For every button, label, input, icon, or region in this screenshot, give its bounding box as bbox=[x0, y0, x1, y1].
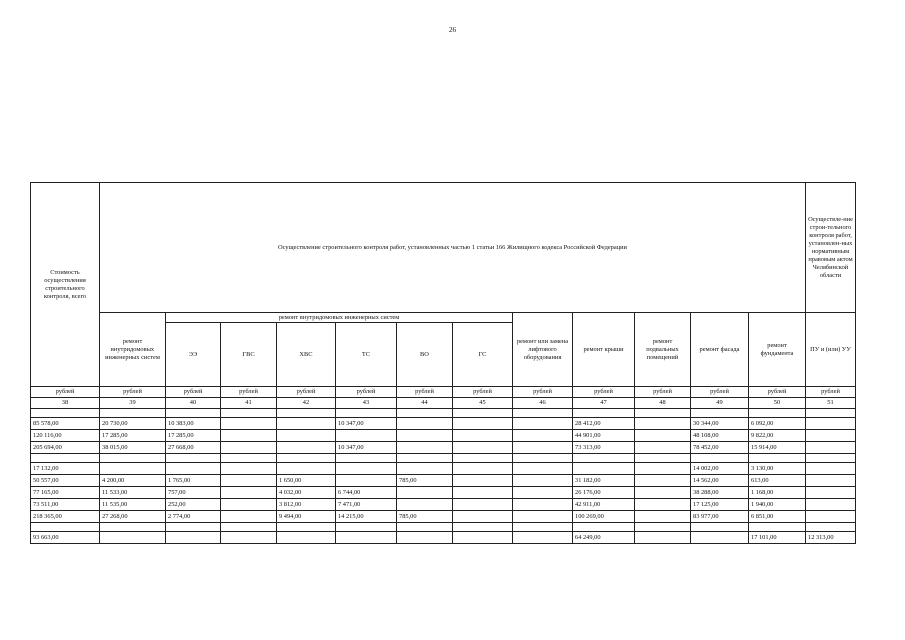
table-body bbox=[31, 409, 856, 544]
table-cell bbox=[166, 463, 221, 475]
table-cell bbox=[397, 523, 453, 532]
column-number-cell: 49 bbox=[691, 398, 749, 409]
table-cell bbox=[336, 430, 397, 442]
table-cell: 11 535,00 bbox=[100, 499, 166, 511]
column-number-cell: 41 bbox=[221, 398, 277, 409]
table-cell bbox=[691, 532, 749, 544]
table-cell: 42 911,00 bbox=[573, 499, 635, 511]
table-cell: 93 663,00 bbox=[31, 532, 100, 544]
table-cell: 9 494,00 bbox=[277, 511, 336, 523]
table-cell: 785,00 bbox=[397, 511, 453, 523]
column-number-cell: 40 bbox=[166, 398, 221, 409]
table-cell bbox=[397, 442, 453, 454]
table-cell bbox=[635, 442, 691, 454]
table-cell: 785,00 bbox=[397, 475, 453, 487]
table-cell: 78 452,00 bbox=[691, 442, 749, 454]
table-cell: 27 668,00 bbox=[166, 442, 221, 454]
table-cell bbox=[221, 463, 277, 475]
unit-cell: рублей bbox=[397, 387, 453, 398]
table-cell: 100 269,00 bbox=[573, 511, 635, 523]
table-cell bbox=[513, 523, 573, 532]
table-cell bbox=[513, 532, 573, 544]
table-cell: 14 215,00 bbox=[336, 511, 397, 523]
header-extra: Осуществле-ние строи-тельного контроля работ, установлен-ных нормативным правовым актом Челябинской области bbox=[806, 183, 856, 313]
unit-cell: рублей bbox=[691, 387, 749, 398]
column-number-cell: 38 bbox=[31, 398, 100, 409]
table-cell: 17 285,00 bbox=[100, 430, 166, 442]
header-gs: ГС bbox=[453, 323, 513, 387]
table-cell: 3 812,00 bbox=[277, 499, 336, 511]
table-cell bbox=[336, 532, 397, 544]
table-cell bbox=[806, 463, 856, 475]
header-engineering: ремонт внутридомовых инженерных систем bbox=[166, 313, 513, 323]
table-cell bbox=[635, 487, 691, 499]
table-cell bbox=[453, 418, 513, 430]
table-cell: 1 650,00 bbox=[277, 475, 336, 487]
table-row bbox=[31, 463, 856, 475]
table-cell bbox=[513, 487, 573, 499]
table-cell: 20 730,00 bbox=[100, 418, 166, 430]
table-cell bbox=[513, 454, 573, 463]
table-cell: 6 092,00 bbox=[749, 418, 806, 430]
column-number-cell: 50 bbox=[749, 398, 806, 409]
table-cell: 38 015,00 bbox=[100, 442, 166, 454]
table-cell bbox=[166, 454, 221, 463]
header-control: Осуществление строительного контроля работ, установленных частью 1 статьи 166 Жилищного кодекса Российской Федерации bbox=[100, 183, 806, 313]
table-cell bbox=[397, 418, 453, 430]
column-number-cell: 43 bbox=[336, 398, 397, 409]
table-cell: 12 313,00 bbox=[806, 532, 856, 544]
header-facade: ремонт фасада bbox=[691, 313, 749, 387]
table-cell bbox=[806, 487, 856, 499]
table-cell bbox=[336, 454, 397, 463]
table-cell: 10 383,00 bbox=[166, 418, 221, 430]
table-cell bbox=[806, 430, 856, 442]
table-row bbox=[31, 409, 856, 418]
table-cell bbox=[453, 442, 513, 454]
table-cell bbox=[453, 454, 513, 463]
table-cell bbox=[336, 523, 397, 532]
table-cell bbox=[397, 487, 453, 499]
table-cell: 252,00 bbox=[166, 499, 221, 511]
table-row bbox=[31, 418, 856, 430]
table-cell: 218 365,00 bbox=[31, 511, 100, 523]
table-cell bbox=[100, 463, 166, 475]
table-cell bbox=[513, 442, 573, 454]
unit-cell: рублей bbox=[221, 387, 277, 398]
table-cell bbox=[397, 463, 453, 475]
table-cell: 613,00 bbox=[749, 475, 806, 487]
table-cell bbox=[31, 409, 100, 418]
table-cell bbox=[336, 475, 397, 487]
table-cell bbox=[453, 430, 513, 442]
table-cell bbox=[397, 532, 453, 544]
table-cell bbox=[635, 430, 691, 442]
table-cell bbox=[277, 523, 336, 532]
units-row bbox=[31, 387, 856, 398]
table-cell: 30 344,00 bbox=[691, 418, 749, 430]
table-cell: 10 347,00 bbox=[336, 418, 397, 430]
table-cell bbox=[166, 532, 221, 544]
table-cell bbox=[397, 409, 453, 418]
table-cell bbox=[806, 511, 856, 523]
table-cell bbox=[277, 454, 336, 463]
table-cell bbox=[453, 409, 513, 418]
table-cell: 6 851,00 bbox=[749, 511, 806, 523]
table-cell bbox=[573, 523, 635, 532]
column-number-cell: 39 bbox=[100, 398, 166, 409]
table-cell: 28 412,00 bbox=[573, 418, 635, 430]
table-cell bbox=[453, 532, 513, 544]
table-cell bbox=[31, 454, 100, 463]
table-cell bbox=[806, 418, 856, 430]
table-cell bbox=[691, 409, 749, 418]
table-cell bbox=[277, 430, 336, 442]
table-cell bbox=[806, 409, 856, 418]
header-engineering-total: ремонт внутридомовых инженерных систем bbox=[100, 313, 166, 387]
table-cell: 44 901,00 bbox=[573, 430, 635, 442]
table-cell: 17 101,00 bbox=[749, 532, 806, 544]
table-cell bbox=[31, 523, 100, 532]
unit-cell: рублей bbox=[166, 387, 221, 398]
unit-cell: рублей bbox=[31, 387, 100, 398]
table-cell bbox=[100, 454, 166, 463]
table-cell bbox=[336, 409, 397, 418]
table-cell: 7 471,00 bbox=[336, 499, 397, 511]
header-ts: ТС bbox=[336, 323, 397, 387]
table-cell bbox=[277, 463, 336, 475]
table-cell bbox=[397, 430, 453, 442]
table-cell: 48 108,00 bbox=[691, 430, 749, 442]
table-cell bbox=[221, 454, 277, 463]
table-cell: 6 744,00 bbox=[336, 487, 397, 499]
column-number-cell: 47 bbox=[573, 398, 635, 409]
table-cell: 757,00 bbox=[166, 487, 221, 499]
table-cell: 10 347,00 bbox=[336, 442, 397, 454]
unit-cell: рублей bbox=[513, 387, 573, 398]
table-cell bbox=[100, 523, 166, 532]
table-cell: 17 285,00 bbox=[166, 430, 221, 442]
table-cell bbox=[806, 523, 856, 532]
table-cell: 120 116,00 bbox=[31, 430, 100, 442]
table-cell bbox=[635, 454, 691, 463]
table-cell bbox=[806, 475, 856, 487]
table-cell bbox=[573, 454, 635, 463]
table-cell bbox=[277, 409, 336, 418]
table-cell: 26 176,00 bbox=[573, 487, 635, 499]
table-cell bbox=[277, 442, 336, 454]
table-cell bbox=[166, 409, 221, 418]
table-cell: 31 182,00 bbox=[573, 475, 635, 487]
header-total: Стоимость осуществления строительного контроля, всего bbox=[31, 183, 100, 387]
table-cell: 27 268,00 bbox=[100, 511, 166, 523]
table-cell: 4 200,00 bbox=[100, 475, 166, 487]
table-cell bbox=[336, 463, 397, 475]
table-cell bbox=[513, 463, 573, 475]
table-cell: 14 002,00 bbox=[691, 463, 749, 475]
table-cell bbox=[221, 487, 277, 499]
header-basement: ремонт подвальных помещений bbox=[635, 313, 691, 387]
table-cell bbox=[277, 418, 336, 430]
table-cell: 73 511,00 bbox=[31, 499, 100, 511]
table-cell bbox=[691, 454, 749, 463]
table-cell bbox=[635, 511, 691, 523]
table-cell: 50 557,00 bbox=[31, 475, 100, 487]
table-cell: 3 130,00 bbox=[749, 463, 806, 475]
table-cell: 83 977,00 bbox=[691, 511, 749, 523]
table-cell bbox=[453, 487, 513, 499]
table-cell bbox=[749, 409, 806, 418]
column-number-cell: 46 bbox=[513, 398, 573, 409]
table-cell bbox=[453, 475, 513, 487]
header-elevator: ремонт или замена лифтового оборудования bbox=[513, 313, 573, 387]
table-cell bbox=[691, 523, 749, 532]
column-number-cell: 45 bbox=[453, 398, 513, 409]
column-number-cell: 51 bbox=[806, 398, 856, 409]
unit-cell: рублей bbox=[277, 387, 336, 398]
column-number-cell: 44 bbox=[397, 398, 453, 409]
header-pu: ПУ и (или) УУ bbox=[806, 313, 856, 387]
unit-cell: рублей bbox=[100, 387, 166, 398]
header-hvs: ХВС bbox=[277, 323, 336, 387]
table-cell bbox=[635, 523, 691, 532]
table-cell bbox=[453, 511, 513, 523]
header-vo: ВО bbox=[397, 323, 453, 387]
table-cell bbox=[806, 442, 856, 454]
table-row bbox=[31, 430, 856, 442]
table-row bbox=[31, 511, 856, 523]
column-number-row bbox=[31, 398, 856, 409]
table-cell: 9 822,00 bbox=[749, 430, 806, 442]
table-cell bbox=[635, 475, 691, 487]
unit-cell: рублей bbox=[336, 387, 397, 398]
table-cell bbox=[635, 409, 691, 418]
table-cell: 73 313,00 bbox=[573, 442, 635, 454]
table-cell bbox=[513, 499, 573, 511]
table-cell bbox=[453, 463, 513, 475]
table-cell: 17 125,00 bbox=[691, 499, 749, 511]
table-cell: 38 288,00 bbox=[691, 487, 749, 499]
unit-cell: рублей bbox=[749, 387, 806, 398]
table-cell bbox=[513, 511, 573, 523]
table-cell bbox=[221, 418, 277, 430]
table-cell bbox=[221, 409, 277, 418]
table-cell: 11 533,00 bbox=[100, 487, 166, 499]
table-cell bbox=[221, 442, 277, 454]
column-number-cell: 42 bbox=[277, 398, 336, 409]
table-cell bbox=[806, 454, 856, 463]
table-cell bbox=[397, 454, 453, 463]
table-row bbox=[31, 487, 856, 499]
table-cell bbox=[397, 499, 453, 511]
table-cell: 15 914,00 bbox=[749, 442, 806, 454]
table-row bbox=[31, 523, 856, 532]
table-cell bbox=[221, 532, 277, 544]
table-cell bbox=[166, 523, 221, 532]
table-cell: 85 578,00 bbox=[31, 418, 100, 430]
header-ee: ЭЭ bbox=[166, 323, 221, 387]
table-cell bbox=[749, 454, 806, 463]
unit-cell: рублей bbox=[635, 387, 691, 398]
table-cell bbox=[513, 409, 573, 418]
table-cell bbox=[221, 523, 277, 532]
table-cell bbox=[635, 499, 691, 511]
table-cell: 1 765,00 bbox=[166, 475, 221, 487]
table-cell: 1 168,00 bbox=[749, 487, 806, 499]
table-cell bbox=[635, 463, 691, 475]
table-cell bbox=[221, 499, 277, 511]
table-cell bbox=[277, 532, 336, 544]
table-cell bbox=[453, 499, 513, 511]
unit-cell: рублей bbox=[453, 387, 513, 398]
table-cell bbox=[749, 523, 806, 532]
table-cell: 17 132,00 bbox=[31, 463, 100, 475]
table-row bbox=[31, 442, 856, 454]
table-cell bbox=[100, 409, 166, 418]
table-cell bbox=[221, 511, 277, 523]
table-cell bbox=[635, 418, 691, 430]
table-cell: 77 165,00 bbox=[31, 487, 100, 499]
header-roof: ремонт крыши bbox=[573, 313, 635, 387]
table-cell: 205 694,00 bbox=[31, 442, 100, 454]
table-cell bbox=[513, 430, 573, 442]
header-gvs: ГВС bbox=[221, 323, 277, 387]
cost-table bbox=[30, 182, 856, 544]
table-cell: 1 940,00 bbox=[749, 499, 806, 511]
table-cell bbox=[100, 532, 166, 544]
table-cell: 4 032,00 bbox=[277, 487, 336, 499]
column-number-cell: 48 bbox=[635, 398, 691, 409]
table-row bbox=[31, 499, 856, 511]
table-cell bbox=[453, 523, 513, 532]
unit-cell: рублей bbox=[573, 387, 635, 398]
table-cell bbox=[513, 475, 573, 487]
table-cell bbox=[573, 463, 635, 475]
table-row bbox=[31, 454, 856, 463]
unit-cell: рублей bbox=[806, 387, 856, 398]
table-cell bbox=[513, 418, 573, 430]
table-row bbox=[31, 532, 856, 544]
table-cell bbox=[221, 430, 277, 442]
table-cell bbox=[806, 499, 856, 511]
table-cell bbox=[221, 475, 277, 487]
table-cell bbox=[635, 532, 691, 544]
table-cell: 14 562,00 bbox=[691, 475, 749, 487]
page-number: 26 bbox=[449, 26, 456, 34]
header-foundation: ремонт фундамента bbox=[749, 313, 806, 387]
table-cell: 64 249,00 bbox=[573, 532, 635, 544]
table-cell bbox=[573, 409, 635, 418]
table-row bbox=[31, 475, 856, 487]
table-cell: 2 774,00 bbox=[166, 511, 221, 523]
